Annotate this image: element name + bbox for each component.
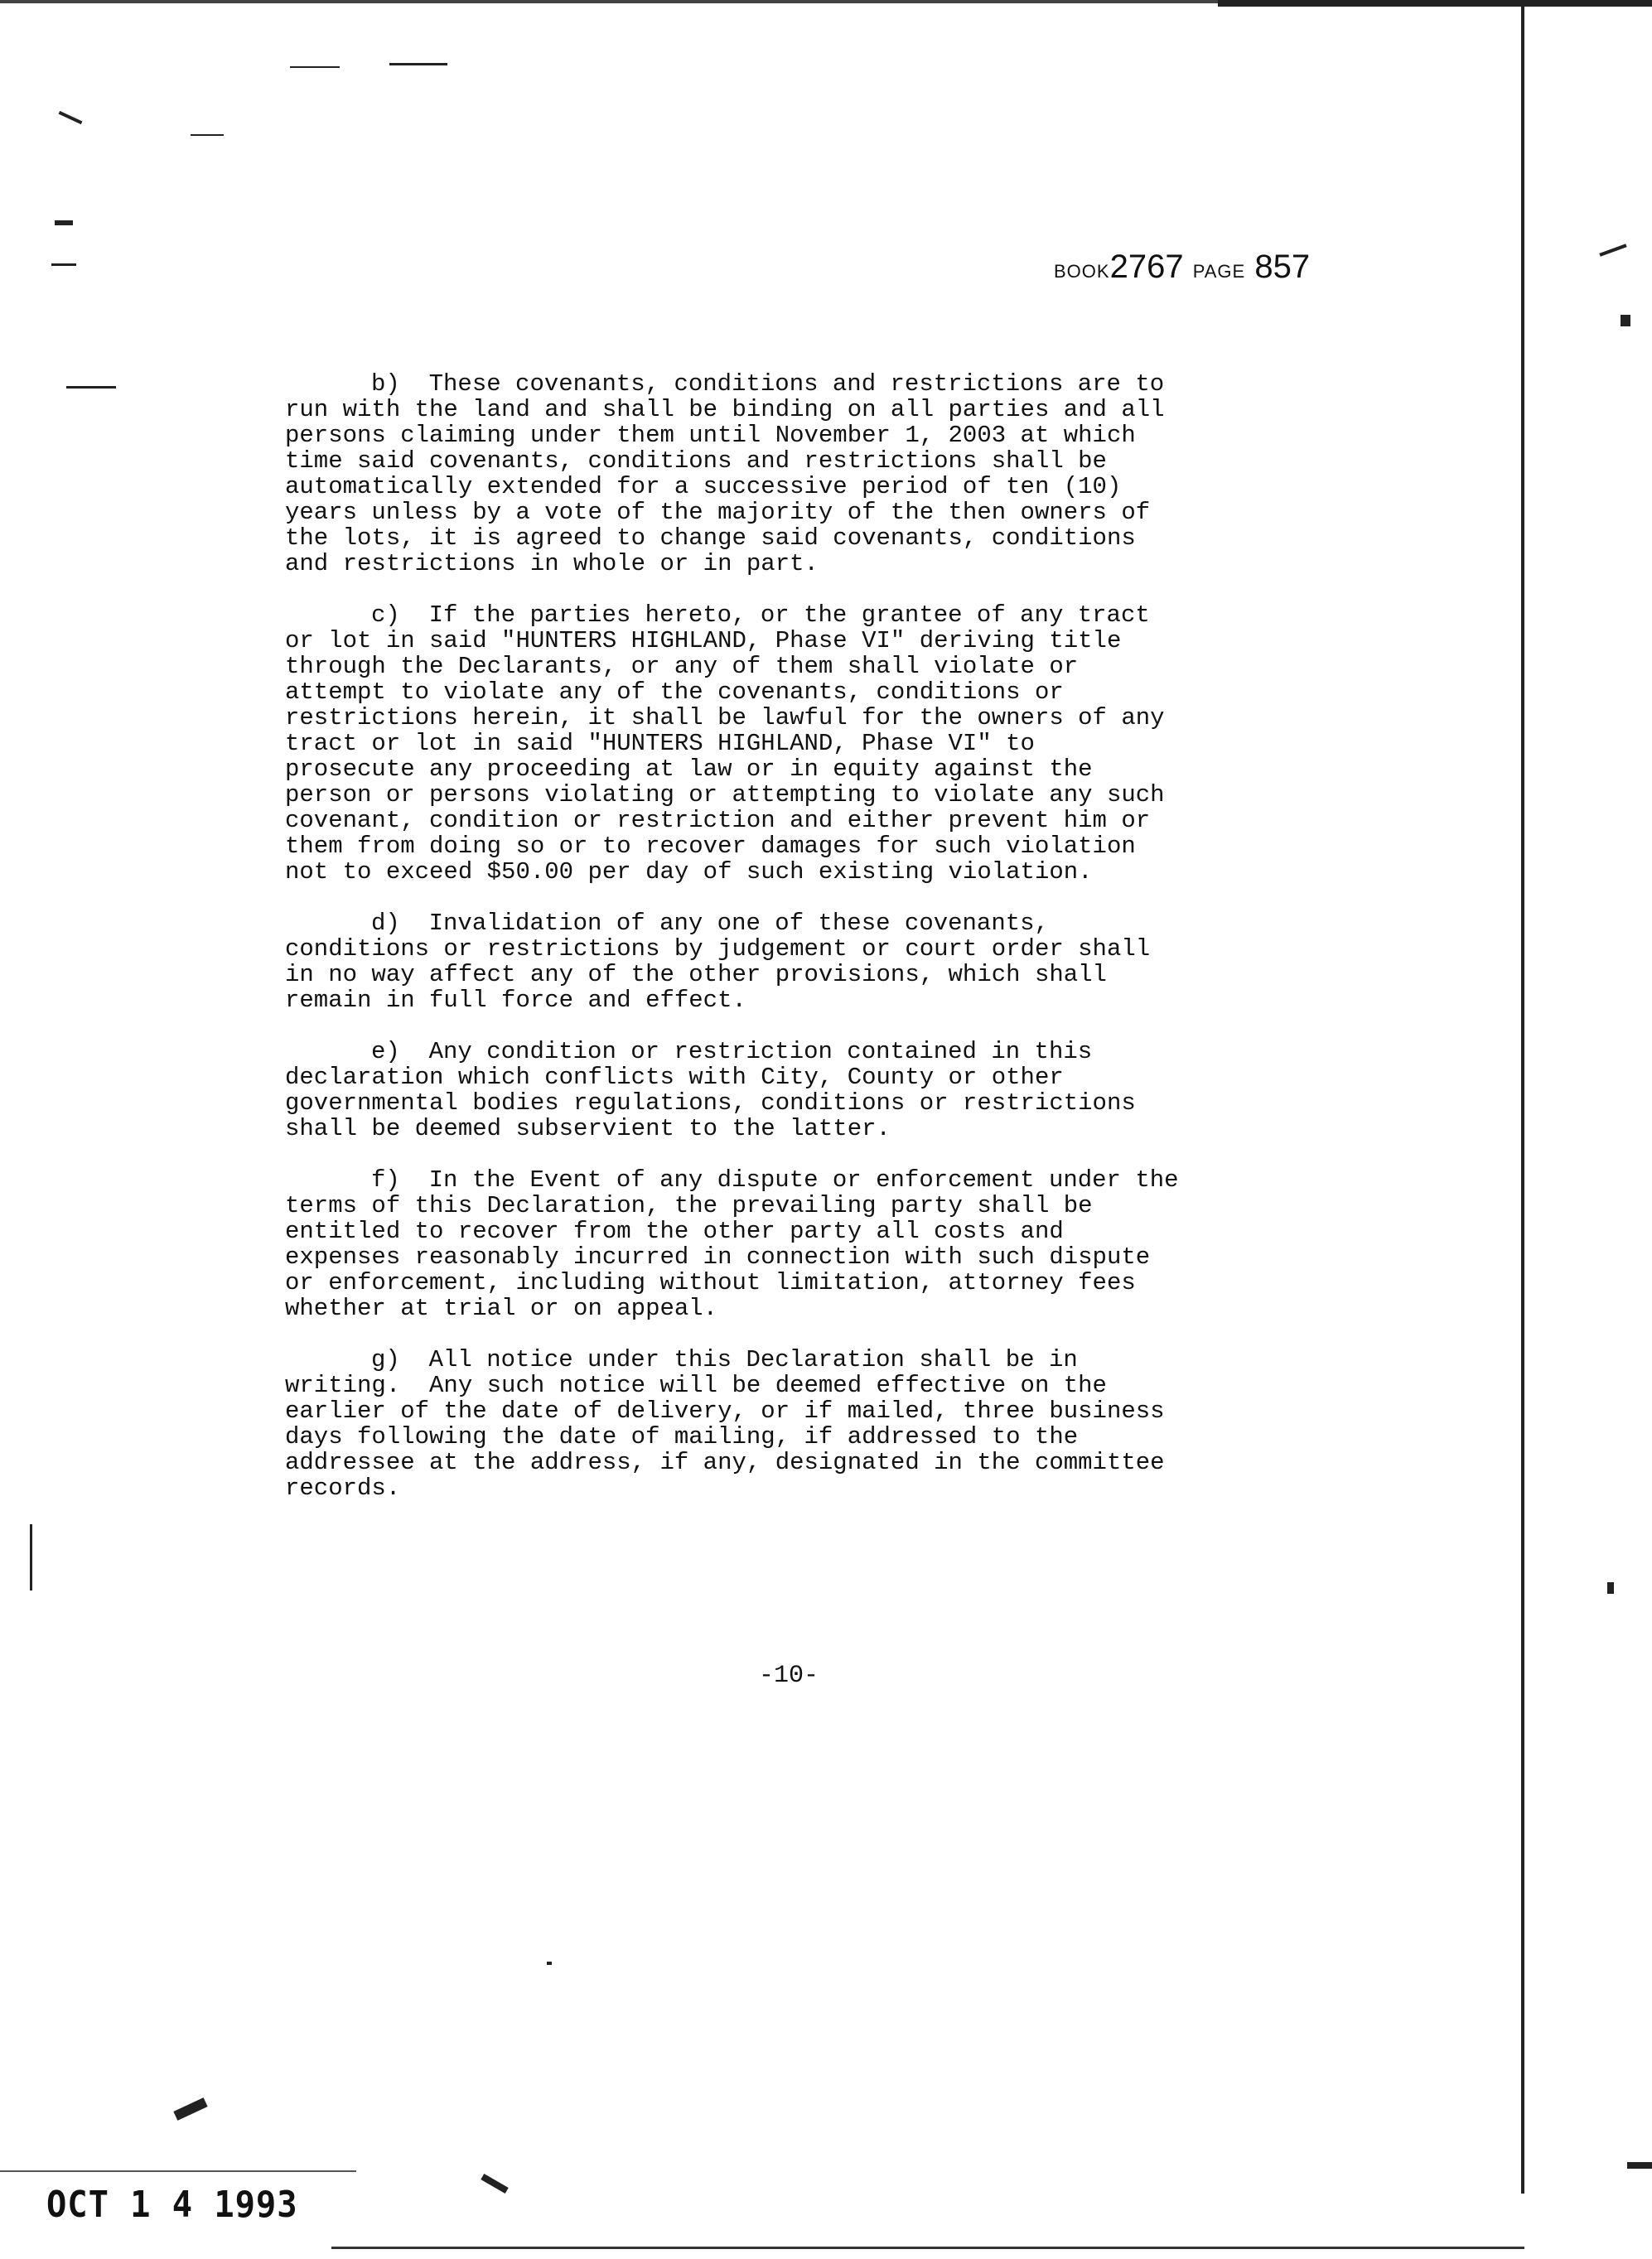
- paragraph-first-line: These covenants, conditions and restrictions are to: [428, 370, 1165, 398]
- paragraph-first-line: Invalidation of any one of these covenants,: [428, 910, 1049, 937]
- book-number: 2767: [1109, 249, 1184, 285]
- scan-speck: [1607, 1582, 1614, 1594]
- paragraph-text: run with the land and shall be binding on all parties and all persons claiming under them until November 1, 2003 at which time said covenants, conditions and restrictions shall be automatically extended for a successive period of ten (10) years unless by a vote of the majority of the then owners of the lots, it is agreed to change said covenants, conditions and restrictions in whole or in part.: [285, 396, 1165, 577]
- scan-speck: [547, 1962, 552, 1965]
- declaration-body: [285, 371, 1312, 1527]
- paragraph-marker: f): [371, 1166, 400, 1194]
- scan-speck: [173, 2097, 207, 2121]
- scan-border-bottom-left: [0, 2170, 356, 2172]
- page-label: PAGE: [1192, 261, 1246, 282]
- paragraph-marker: e): [371, 1038, 400, 1065]
- paragraph-text: or lot in said "HUNTERS HIGHLAND, Phase VI" deriving title through the Declarants, or any of them shall violate or attempt to violate any of the covenants, conditions or restrictions herein, it shall be lawful for the owners of any tract or lot in said "HUNTERS HIGHLAND, Phase VI" to prosecute any proceeding at law or in equity against the person or persons violating or attempting to violate any such covenant, condition or restriction and either prevent him or them from doing so or to recover damages for such violation not to exceed $50.00 per day of such existing violation.: [285, 627, 1165, 886]
- paragraph-first-line: All notice under this Declaration shall be in: [428, 1346, 1078, 1373]
- paragraph-first-line: In the Event of any dispute or enforcement under the: [428, 1166, 1179, 1194]
- paragraph-text: declaration which conflicts with City, County or other governmental bodies regulations, conditions or restrictions shall be deemed subservient to the latter.: [285, 1064, 1136, 1142]
- page-number: -10-: [759, 1662, 819, 1690]
- scan-border-right: [1521, 7, 1524, 2194]
- paragraph-d: [285, 910, 1312, 1013]
- scan-speck: [51, 263, 76, 266]
- recording-date-stamp: OCT 1 4 1993: [46, 2184, 298, 2226]
- paragraph-f: [285, 1167, 1312, 1321]
- paragraph-marker: b): [371, 370, 400, 398]
- scan-speck: [66, 386, 116, 389]
- scan-border-bottom: [331, 2247, 1524, 2249]
- paragraph-c: [285, 602, 1312, 885]
- paragraph-text: terms of this Declaration, the prevailing party shall be entitled to recover from the other party all costs and expenses reasonably incurred in connection with such dispute or enforcement, including without limitation, attorney fees whether at trial or on appeal.: [285, 1192, 1151, 1322]
- paragraph-text: conditions or restrictions by judgement or court order shall in no way affect any of the other provisions, which shall remain in full force and effect.: [285, 935, 1151, 1014]
- scan-speck: [30, 1524, 32, 1590]
- scan-speck: [481, 2174, 508, 2194]
- scan-speck: [1599, 244, 1626, 256]
- scan-speck: [191, 134, 224, 136]
- scan-speck: [59, 111, 83, 124]
- paragraph-marker: g): [371, 1346, 400, 1373]
- paragraph-marker: c): [371, 601, 400, 629]
- paragraph-b: [285, 371, 1312, 577]
- paragraph-g: [285, 1347, 1312, 1501]
- paragraph-marker: d): [371, 910, 400, 937]
- scan-speck: [389, 63, 447, 65]
- scan-speck: [290, 66, 340, 68]
- book-page-reference: [1054, 247, 1310, 292]
- paragraph-first-line: Any condition or restriction contained in this: [428, 1038, 1093, 1065]
- book-label: BOOK: [1054, 261, 1110, 282]
- scan-border-top-right: [1218, 0, 1652, 7]
- scan-speck: [55, 220, 73, 225]
- paragraph-first-line: If the parties hereto, or the grantee of any tract: [428, 601, 1150, 629]
- paragraph-text: writing. Any such notice will be deemed effective on the earlier of the date of delivery, or if mailed, three business days following the date of mailing, if addressed to the addressee at the address, if any, designated in the committee records.: [285, 1372, 1165, 1502]
- scan-speck: [1627, 2162, 1652, 2169]
- paragraph-e: [285, 1039, 1312, 1142]
- scan-speck: [1621, 315, 1630, 326]
- page-number-ref: 857: [1254, 249, 1311, 285]
